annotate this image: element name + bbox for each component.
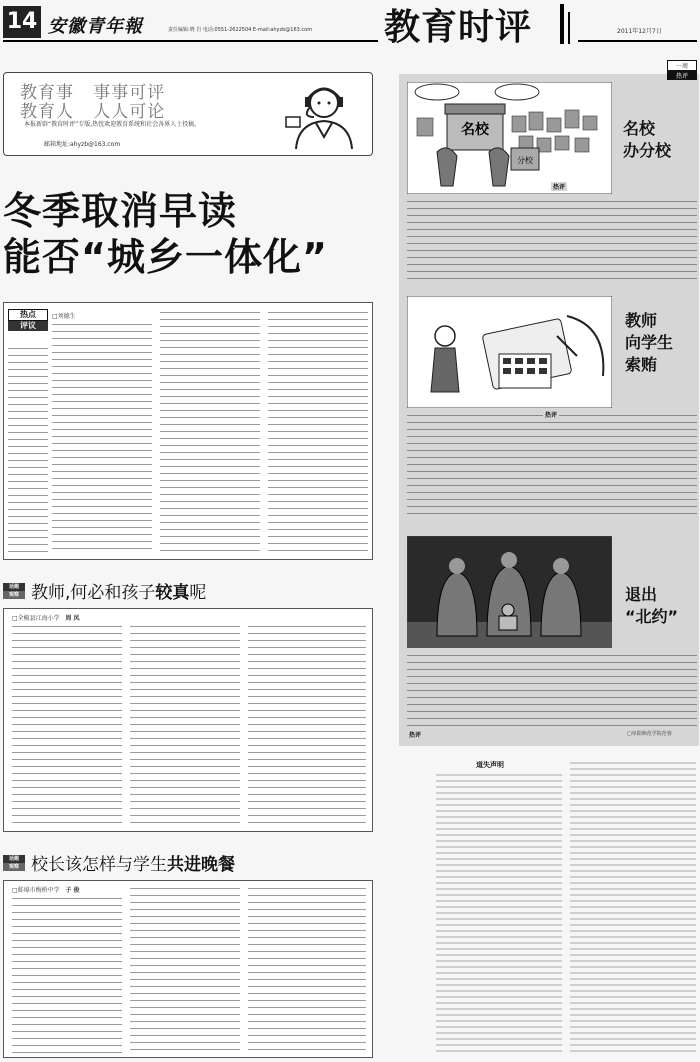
article2-header [3,580,373,606]
title-bar-2 [568,12,570,44]
article2-body [3,608,373,832]
masthead-rule [3,40,378,42]
article3-tag-bottom: 观察 [3,863,25,871]
article2-tag [3,583,25,599]
sidebar-tag-bottom: 热评 [667,71,697,80]
notice-col-1 [436,772,562,1056]
notice-col-2 [570,760,696,1056]
article2-col-3 [248,623,366,825]
article2-byline: □全椒县江海小学 周 凤 [12,615,80,622]
article3-body [3,880,373,1058]
promo-line-1: 教育事 事事可评 [20,83,166,103]
sidebar-item-1-text [407,198,697,284]
sidebar-item-2-sign: 热评 [545,412,558,419]
lead-byline: □刘德生 [52,313,76,320]
cartoon-famous-school [407,82,612,194]
article2-tag-top: 话题 [3,583,25,591]
lead-article [3,302,373,560]
sidebar-item-1-sign: 热评 [553,184,566,191]
cartoon-quit-nato [407,536,612,648]
lead-headline [3,188,378,280]
notice-title: 道失声明 [476,761,504,769]
masthead [0,0,700,60]
sidebar-item-1-title: 名校 办分校 [623,119,672,160]
lead-col-1-start [8,345,48,553]
article3-col-3 [248,885,366,1055]
article2-title: 教师,何必和孩子较真呢 [31,583,207,603]
lead-tag [8,309,48,331]
paper-name: 安徽青年報 [48,16,143,37]
sidebar-item-1 [399,74,699,289]
lead-title-line-2: 能否“城乡一体化” [3,235,328,279]
sidebar-item-3-title: 退出 “北约” [625,585,679,626]
section-title: 教育时评 [384,7,533,48]
lead-col-2 [160,309,260,553]
article2-col-2 [130,623,240,825]
article3-header [3,852,373,878]
sidebar-item-3-sign: 热评 [409,732,422,739]
article3-tag [3,855,25,871]
article3-title: 校长该怎样与学生共进晚餐 [31,855,235,875]
promo-line-2: 教育人 人人可论 [20,102,166,122]
lead-title-line-1: 冬季取消早读 [3,189,238,233]
sidebar-item-3-credit: □阜阳师范学院范蓉 [627,731,672,737]
sidebar [399,63,699,746]
article3-byline: □蚌埠市梅桥中学 子 俊 [12,887,80,894]
cartoon-label-b: 分校 [517,156,533,165]
sidebar-item-2-title: 教师 向学生 索贿 [625,311,674,374]
promo-illustration [272,77,368,151]
sidebar-item-2 [399,296,699,521]
date-rule [578,40,697,42]
issue-date: 2011年12月7日 [617,28,662,35]
cartoon-teacher-bribe [407,296,612,408]
article2-tag-bottom: 观察 [3,591,25,599]
article3-col-1 [12,895,122,1055]
title-bar-1 [560,4,564,44]
article3-tag-top: 话题 [3,855,25,863]
notice-section [436,760,698,1058]
promo-email: 邮箱地址:ahyzb@163.com [44,141,121,148]
article2-col-1 [12,623,122,825]
editor-line: 责任编辑:晓 岩 电话:0551-2622504 E-mail:ahyzb@163.com [168,27,313,33]
page-number: 14 [3,6,41,38]
lead-tag-top: 热点 [8,309,48,321]
lead-col-1 [52,321,152,553]
lead-col-3 [268,309,368,553]
promo-box [3,72,373,156]
sidebar-item-3 [399,532,699,746]
sidebar-tag-top: 一周 [667,60,697,71]
promo-desc: 本报新辟“教育时评”专版,热忱欢迎教育系统和社会各界人士投稿。 [24,121,201,128]
sidebar-item-3-text [407,652,697,728]
lead-tag-bottom: 评议 [8,321,48,331]
sidebar-item-2-text [407,412,697,516]
cartoon-label-a: 名校 [461,122,489,138]
article3-col-2 [130,885,240,1055]
